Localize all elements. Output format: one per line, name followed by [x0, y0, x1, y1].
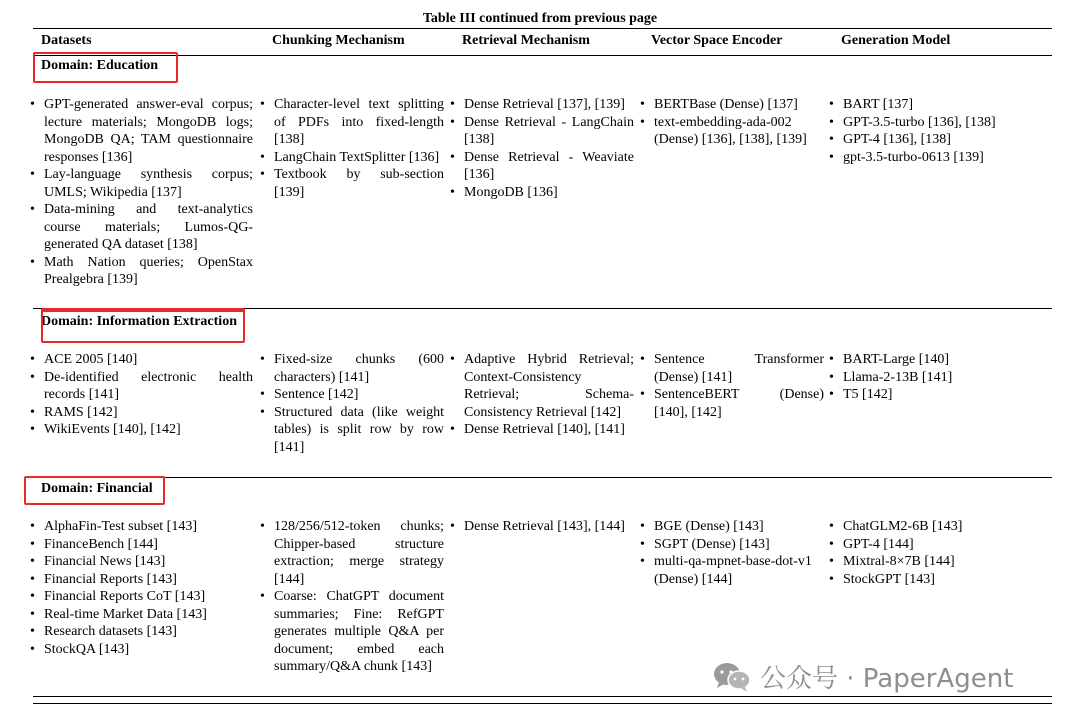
list-item: • StockGPT [143]	[829, 571, 1029, 589]
list-item: • GPT-4 [136], [138]	[829, 131, 1029, 149]
list-item: • Real-time Market Data [143]	[30, 606, 253, 624]
list-item: • gpt-3.5-turbo-0613 [139]	[829, 149, 1029, 167]
list-item: • MongoDB [136]	[450, 184, 634, 202]
top-rule	[33, 28, 1052, 29]
list-item: • Dense Retrieval - LangChain [138]	[450, 114, 634, 149]
domain-label-information-extraction: Domain: Information Extraction	[41, 314, 237, 329]
list-item: • WikiEvents [140], [142]	[30, 421, 253, 439]
list-item: • AlphaFin-Test subset [143]	[30, 518, 253, 536]
list-item: • Data-mining and text-analytics course materials; Lumos-QG-generated QA dataset [138]	[30, 201, 253, 254]
watermark	[712, 658, 1013, 695]
header-retrieval: Retrieval Mechanism	[462, 33, 590, 48]
list-item: • Financial News [143]	[30, 553, 253, 571]
cell-ie-chunking	[260, 351, 444, 456]
list-item: • multi-qa-mpnet-base-dot-v1 (Dense) [144]	[640, 553, 824, 588]
domain-label-financial: Domain: Financial	[41, 481, 153, 496]
header-rule	[33, 55, 1052, 56]
cell-education-retrieval	[450, 96, 634, 201]
list-item: • StockQA [143]	[30, 641, 253, 659]
list-item: • Sentence [142]	[260, 386, 444, 404]
list-item: • De-identified electronic health records [141]	[30, 369, 253, 404]
bottom-rule	[33, 696, 1052, 697]
header-generation: Generation Model	[841, 33, 951, 48]
list-item: • FinanceBench [144]	[30, 536, 253, 554]
list-item: • Adaptive Hybrid Retrieval; Context-Consistency Retrieval; Schema-Consistency Retrieval [142]	[450, 351, 634, 421]
list-item: • 128/256/512-token chunks; Chipper-based structure extraction; merge strategy [144]	[260, 518, 444, 588]
cell-education-generation	[829, 96, 1029, 166]
list-item: • Structured data (like weight tables) is split row by row [141]	[260, 404, 444, 457]
list-item: • Textbook by sub-section [139]	[260, 166, 444, 201]
list-item: • GPT-generated answer-eval corpus; lecture materials; MongoDB logs; MongoDB QA; TAM questionnaire responses [136]	[30, 96, 253, 166]
list-item: • BART [137]	[829, 96, 1029, 114]
list-item: • Research datasets [143]	[30, 623, 253, 641]
list-item: • GPT-4 [144]	[829, 536, 1029, 554]
list-item: • Dense Retrieval - Weaviate [136]	[450, 149, 634, 184]
header-chunking: Chunking Mechanism	[272, 33, 405, 48]
cell-financial-generation	[829, 518, 1029, 588]
highlight-box	[24, 476, 165, 505]
list-item: • Fixed-size chunks (600 characters) [141]	[260, 351, 444, 386]
cell-ie-generation	[829, 351, 1029, 404]
cell-financial-datasets	[30, 518, 253, 658]
cell-education-datasets	[30, 96, 253, 289]
list-item: • T5 [142]	[829, 386, 1029, 404]
section-rule	[33, 477, 1052, 478]
watermark-text: 公众号 · PaperAgent	[760, 664, 1014, 694]
list-item: • Llama-2-13B [141]	[829, 369, 1029, 387]
header-encoder: Vector Space Encoder	[651, 33, 783, 48]
highlight-box	[41, 308, 245, 343]
wechat-icon	[712, 661, 752, 693]
list-item: • BGE (Dense) [143]	[640, 518, 824, 536]
list-item: • RAMS [142]	[30, 404, 253, 422]
list-item: • SentenceBERT (Dense) [140], [142]	[640, 386, 824, 421]
list-item: • ChatGLM2-6B [143]	[829, 518, 1029, 536]
header-datasets: Datasets	[41, 33, 92, 48]
list-item: • text-embedding-ada-002 (Dense) [136], [138], [139]	[640, 114, 824, 149]
list-item: • Financial Reports CoT [143]	[30, 588, 253, 606]
cell-ie-retrieval	[450, 351, 634, 439]
domain-label-education: Domain: Education	[41, 58, 159, 73]
list-item: • Character-level text splitting of PDFs into fixed-length [138]	[260, 96, 444, 149]
list-item: • BERTBase (Dense) [137]	[640, 96, 824, 114]
cell-financial-chunking	[260, 518, 444, 676]
list-item: • ACE 2005 [140]	[30, 351, 253, 369]
list-item: • Sentence Transformer (Dense) [141]	[640, 351, 824, 386]
list-item: • Coarse: ChatGPT document summaries; Fine: RefGPT generates multiple Q&A per document; embed each summary/Q&A chunk [143]	[260, 588, 444, 676]
cell-financial-retrieval	[450, 518, 634, 536]
list-item: • Financial Reports [143]	[30, 571, 253, 589]
cell-ie-encoder	[640, 351, 824, 421]
highlight-box	[33, 52, 178, 83]
cell-education-chunking	[260, 96, 444, 201]
cell-education-encoder	[640, 96, 824, 149]
list-item: • Mixtral-8×7B [144]	[829, 553, 1029, 571]
list-item: • Dense Retrieval [140], [141]	[450, 421, 634, 439]
list-item: • Lay-language synthesis corpus; UMLS; Wikipedia [137]	[30, 166, 253, 201]
list-item: • LangChain TextSplitter [136]	[260, 149, 444, 167]
table-caption: Table III continued from previous page	[422, 11, 658, 26]
bottom-rule	[33, 703, 1052, 704]
list-item: • Dense Retrieval [143], [144]	[450, 518, 634, 536]
list-item: • Dense Retrieval [137], [139]	[450, 96, 634, 114]
list-item: • Math Nation queries; OpenStax Prealgebra [139]	[30, 254, 253, 289]
list-item: • SGPT (Dense) [143]	[640, 536, 824, 554]
list-item: • GPT-3.5-turbo [136], [138]	[829, 114, 1029, 132]
cell-financial-encoder	[640, 518, 824, 588]
list-item: • BART-Large [140]	[829, 351, 1029, 369]
cell-ie-datasets	[30, 351, 253, 439]
